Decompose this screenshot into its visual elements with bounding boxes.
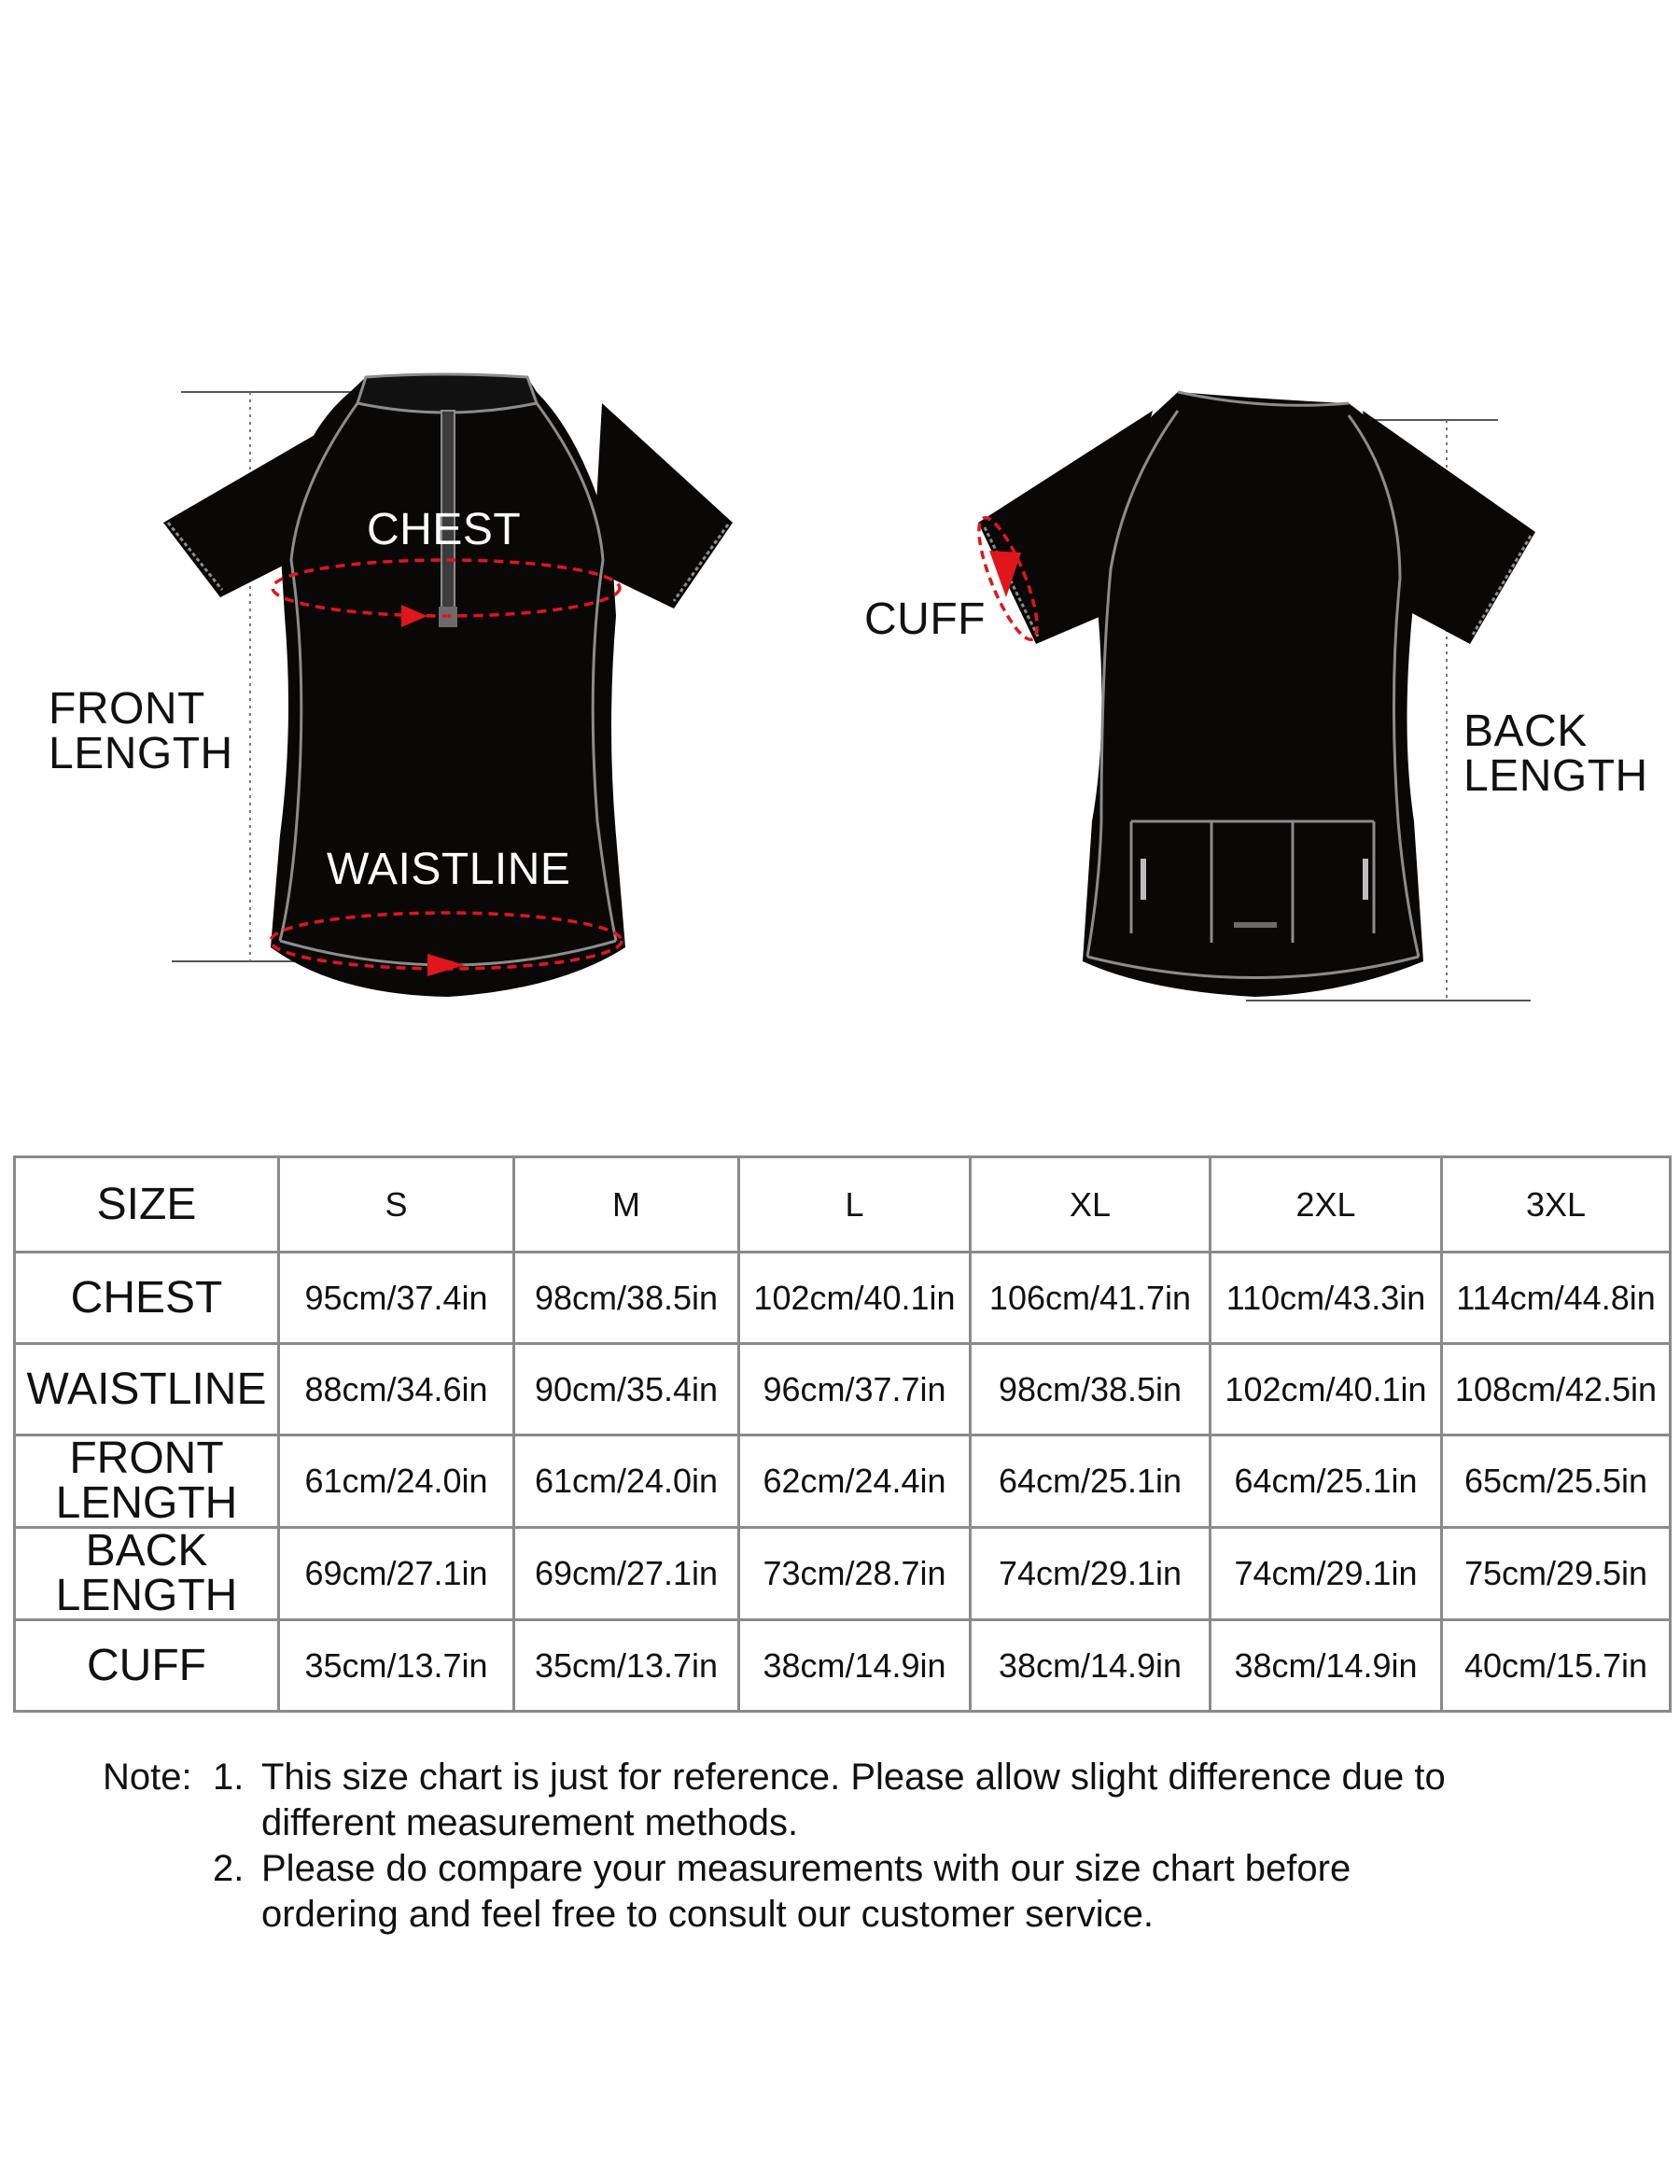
note-item-2-line1: Please do compare your measurements with our size chart before (261, 1848, 1351, 1889)
back-length-label-line2: LENGTH (1463, 751, 1648, 801)
table-cell: 114cm/44.8in (1442, 1253, 1671, 1344)
table-cell: 38cm/14.9in (1211, 1620, 1442, 1712)
table-cell: 95cm/37.4in (279, 1253, 514, 1344)
table-cell: 35cm/13.7in (514, 1620, 739, 1712)
back-length-label (1463, 709, 1648, 799)
waistline-label: WAISTLINE (327, 845, 571, 894)
back-length-label-line1: BACK (1463, 707, 1588, 756)
row-label-chest: CHEST (15, 1253, 279, 1344)
note-item-1-line2: different measurement methods. (261, 1802, 799, 1843)
table-cell: 98cm/38.5in (514, 1253, 739, 1344)
header-m: M (514, 1157, 739, 1253)
row-label-waistline: WAISTLINE (15, 1344, 279, 1435)
table-cell: 75cm/29.5in (1442, 1528, 1671, 1620)
note-item-2 (103, 1846, 1643, 1892)
note-item-1 (103, 1755, 1643, 1800)
table-cell: 74cm/29.1in (1211, 1528, 1442, 1620)
header-2xl: 2XL (1211, 1157, 1442, 1253)
table-cell: 110cm/43.3in (1211, 1253, 1442, 1344)
header-xl: XL (971, 1157, 1211, 1253)
jersey-illustration (0, 0, 1680, 1083)
table-cell: 35cm/13.7in (279, 1620, 514, 1712)
table-row (15, 1435, 1671, 1528)
size-note (103, 1755, 1643, 1938)
table-cell: 98cm/38.5in (971, 1344, 1211, 1435)
note-item-2-line2: ordering and feel free to consult our customer service. (261, 1894, 1155, 1935)
front-length-label (49, 684, 233, 778)
row-label-cuff: CUFF (15, 1620, 279, 1712)
table-cell: 38cm/14.9in (971, 1620, 1211, 1712)
chest-label: CHEST (367, 505, 522, 554)
table-cell: 108cm/42.5in (1442, 1344, 1671, 1435)
header-s: S (279, 1157, 514, 1253)
reflective-strip-left (1141, 859, 1146, 900)
table-cell: 73cm/28.7in (739, 1528, 971, 1620)
size-chart-table (13, 1155, 1672, 1713)
table-cell: 38cm/14.9in (739, 1620, 971, 1712)
table-cell: 62cm/24.4in (739, 1435, 971, 1528)
front-length-label-line1: FRONT (49, 684, 205, 734)
table-row (15, 1253, 1671, 1344)
table-row (15, 1528, 1671, 1620)
front-jersey (163, 374, 733, 997)
cuff-label: CUFF (864, 595, 986, 644)
table-cell: 69cm/27.1in (514, 1528, 739, 1620)
table-cell: 40cm/15.7in (1442, 1620, 1671, 1712)
row-label-front-length: FRONT LENGTH (15, 1435, 279, 1528)
header-l: L (739, 1157, 971, 1253)
note-item-1-number: 1. (213, 1757, 245, 1798)
header-size: SIZE (15, 1157, 279, 1253)
header-3xl: 3XL (1442, 1157, 1671, 1253)
note-item-2-number: 2. (213, 1848, 245, 1889)
reflective-strip-right (1363, 859, 1368, 900)
table-cell: 65cm/25.5in (1442, 1435, 1671, 1528)
table-cell: 74cm/29.1in (971, 1528, 1211, 1620)
back-logo-tag (1234, 922, 1277, 928)
note-lead: Note: (103, 1757, 192, 1798)
note-item-1-line1: This size chart is just for reference. Please allow slight difference due to (261, 1757, 1446, 1798)
row-label-back-length: BACK LENGTH (15, 1528, 279, 1620)
back-jersey (968, 392, 1535, 1001)
table-cell: 64cm/25.1in (1211, 1435, 1442, 1528)
table-header-row (15, 1157, 1671, 1253)
table-cell: 69cm/27.1in (279, 1528, 514, 1620)
table-cell: 88cm/34.6in (279, 1344, 514, 1435)
table-cell: 106cm/41.7in (971, 1253, 1211, 1344)
front-collar (357, 374, 537, 413)
table-cell: 102cm/40.1in (739, 1253, 971, 1344)
table-cell: 61cm/24.0in (279, 1435, 514, 1528)
table-row (15, 1620, 1671, 1712)
table-cell: 90cm/35.4in (514, 1344, 739, 1435)
front-right-sleeve (593, 403, 733, 609)
table-cell: 102cm/40.1in (1211, 1344, 1442, 1435)
table-cell: 61cm/24.0in (514, 1435, 739, 1528)
front-length-label-line2: LENGTH (49, 729, 233, 778)
table-cell: 64cm/25.1in (971, 1435, 1211, 1528)
table-row (15, 1344, 1671, 1435)
table-cell: 96cm/37.7in (739, 1344, 971, 1435)
jersey-diagram (0, 0, 1680, 1083)
back-body (1083, 392, 1423, 997)
